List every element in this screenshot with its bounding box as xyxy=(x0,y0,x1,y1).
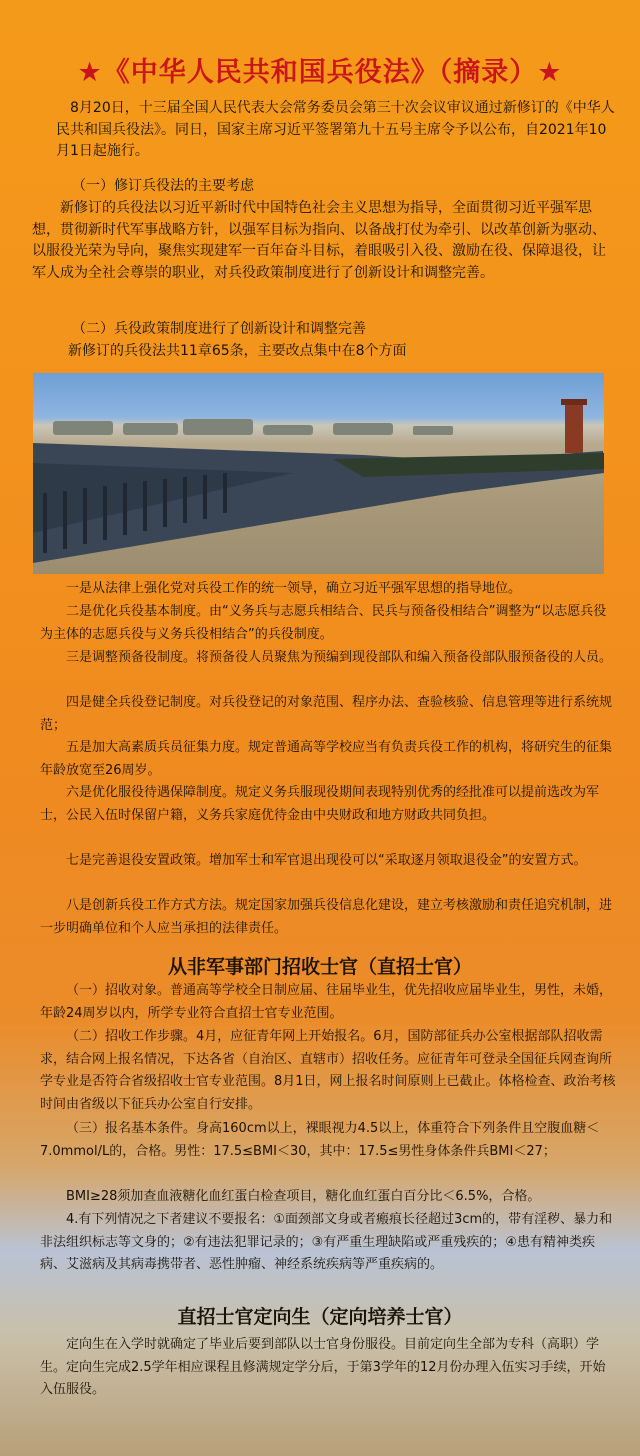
section-title-direct-recruit: 从非军事部门招收士官（直招士官） xyxy=(167,956,472,978)
list-item: 一是从法律上强化党对兵役工作的统一领导，确立习近平强军思想的指导地位。 xyxy=(66,581,522,596)
changes-summary: 新修订的兵役法共11章65条，主要改点集中在8个方面 xyxy=(68,343,407,359)
intro-paragraph: 8月20日，十三届全国人民代表大会常务委员会第三十次会议审议通过新修订的《中华人民共和国兵役法》。同日，国家主席习近平签署第九十五号主席令予以公布，自2021年10月1日起施行。 xyxy=(56,100,615,159)
list-item: 三是调整预备役制度。将预备役人员聚焦为预编到现役部队和编入预备役部队服预备役的人员。 xyxy=(66,650,613,665)
soldiers-formation-image xyxy=(33,373,604,574)
military-parade-photo xyxy=(33,373,604,574)
considerations-paragraph: 新修订的兵役法以习近平新时代中国特色社会主义思想为指导，全面贯彻习近平强军思想，贯彻新时代军事战略方针，以强军目标为指向、以备战打仗为牵引、以改革创新为驱动、以服役光荣为导向，聚焦实现建军一百年奋斗目标，着眼吸引入役、激励在役、保障退役，让军人成为全社会尊崇的职业，对兵役政策制度进行了创新设计和调整完善。 xyxy=(32,200,606,281)
list-item: 七是完善退役安置政策。增加军士和军官退出现役可以“采取逐月领取退役金”的安置方式。 xyxy=(66,853,587,868)
section-heading-changes: （二）兵役政策制度进行了创新设计和调整完善 xyxy=(72,321,366,337)
list-item: （三）报名基本条件。身高160cm以上，裸眼视力4.5以上，体重符合下列条件且空腹血糖＜7.0mmol/L的，合格。男性：17.5≤BMI＜30，其中：17.5≤男性身体条件兵BMI＜27； xyxy=(40,1121,600,1159)
oriented-student-paragraph: 定向生在入学时就确定了毕业后要到部队以士官身份服役。目前定向生全部为专科（高职）学生。定向生完成2.5学年相应课程且修满规定学分后，于第3学年的12月份办理入伍实习手续，开始入伍服役。 xyxy=(40,1337,606,1397)
list-item: 四是健全兵役登记制度。对兵役登记的对象范围、程序办法、查验核验、信息管理等进行系统规范； xyxy=(40,695,613,733)
section-title-oriented-student: 直招士官定向生（定向培养士官） xyxy=(177,1306,463,1328)
list-item: （一）招收对象。普通高等学校全日制应届、往届毕业生，优先招收应届毕业生，男性，未婚，年龄24周岁以内，所学专业符合直招士官专业范围。 xyxy=(40,983,613,1021)
list-item: 二是优化兵役基本制度。由“义务兵与志愿兵相结合、民兵与预备役相结合”调整为“以志愿兵役为主体的志愿兵役与义务兵役相结合”的兵役制度。 xyxy=(40,604,607,642)
section-heading-considerations: （一）修订兵役法的主要考虑 xyxy=(72,178,254,194)
list-item: 4.有下列情况之下者建议不要报名：①面颈部文身或者瘢痕长径超过3cm的，带有淫秽、暴力和非法组织标志等文身的；②有违法犯罪记录的；③有严重生理缺陷或严重残疾的；④患有精神类疾病、艾滋病及其病毒携带者、恶性肿瘤、神经系统疾病等严重疾病的。 xyxy=(40,1212,613,1272)
page-title: ★《中华人民共和国兵役法》（摘录）★ xyxy=(77,57,563,88)
list-item: 五是加大高素质兵员征集力度。规定普通高等学校应当有负责兵役工作的机构，将研究生的征集年龄放宽至26周岁。 xyxy=(40,740,613,778)
list-item: BMI≥28须加查血液糖化血红蛋白检查项目，糖化血红蛋白百分比＜6.5%，合格。 xyxy=(66,1189,541,1204)
list-item: （二）招收工作步骤。4月，应征青年网上开始报名。6月，国防部征兵办公室根据部队招收需求，结合网上报名情况，下达各省（自治区、直辖市）招收任务。应征青年可登录全国征兵网查询所学专业是否符合省级招收士官专业范围。8月1日，网上报名时间原则上已截止。体格检查、政治考核时间由省级以下征兵办公室自行安排。 xyxy=(40,1029,616,1112)
list-item: 六是优化服役待遇保障制度。规定义务兵服现役期间表现特别优秀的经批准可以提前选改为军士，公民入伍时保留户籍，义务兵家庭优待金由中央财政和地方财政共同负担。 xyxy=(40,785,600,823)
list-item: 八是创新兵役工作方式方法。规定国家加强兵役信息化建设，建立考核激励和责任追究机制，进一步明确单位和个人应当承担的法律责任。 xyxy=(40,898,613,936)
